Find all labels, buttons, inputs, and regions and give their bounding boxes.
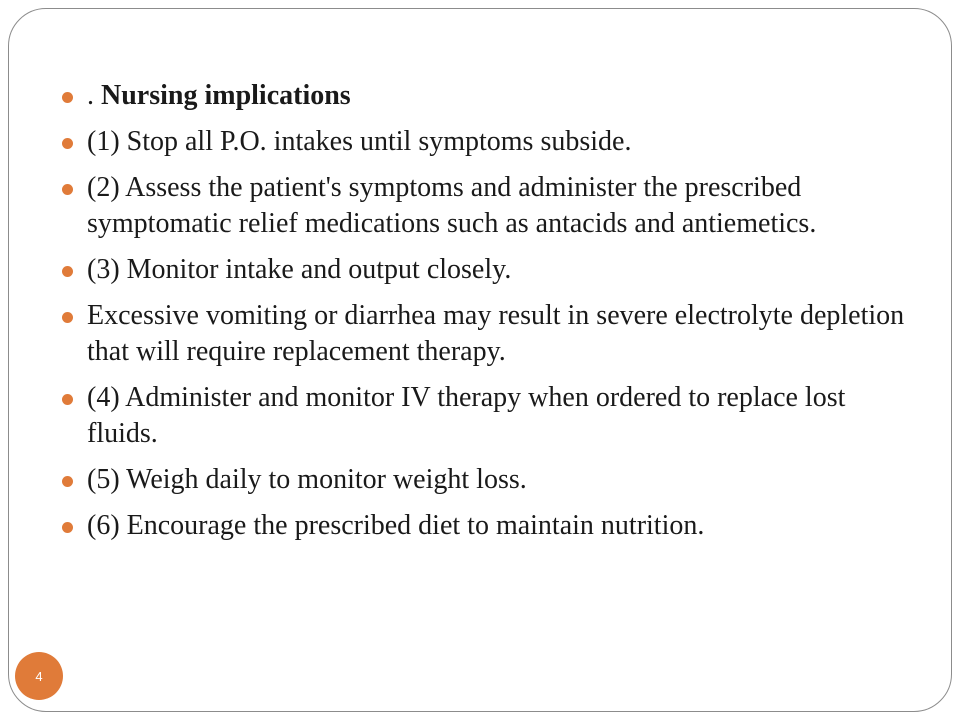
bullet-text: Excessive vomiting or diarrhea may result in severe electrolyte depletion that will require replacement therapy.	[87, 300, 905, 367]
bullet-prefix: .	[87, 80, 101, 111]
bullet-item	[62, 170, 922, 242]
bullet-dot-icon	[62, 522, 73, 533]
bullet-item	[62, 124, 922, 160]
bullet-text: (1) Stop all P.O. intakes until symptoms subside.	[87, 126, 632, 157]
bullet-item	[62, 380, 922, 452]
bullet-item	[62, 298, 922, 370]
bullet-item	[62, 78, 922, 114]
bullet-list	[62, 78, 922, 554]
page-number-badge	[15, 652, 63, 700]
bullet-dot-icon	[62, 312, 73, 323]
bullet-text: (3) Monitor intake and output closely.	[87, 254, 512, 285]
bullet-item	[62, 252, 922, 288]
section-heading: Nursing implications	[101, 80, 351, 111]
bullet-text: (2) Assess the patient's symptoms and administer the prescribed symptomatic relief medications such as antacids and antiemetics.	[87, 172, 817, 239]
page-number: 4	[35, 668, 43, 684]
bullet-text: (5) Weigh daily to monitor weight loss.	[87, 464, 527, 495]
bullet-item	[62, 462, 922, 498]
bullet-text: (4) Administer and monitor IV therapy when ordered to replace lost fluids.	[87, 382, 846, 449]
bullet-item	[62, 508, 922, 544]
bullet-dot-icon	[62, 184, 73, 195]
bullet-dot-icon	[62, 138, 73, 149]
bullet-dot-icon	[62, 476, 73, 487]
bullet-dot-icon	[62, 394, 73, 405]
bullet-dot-icon	[62, 92, 73, 103]
bullet-text: (6) Encourage the prescribed diet to maintain nutrition.	[87, 510, 705, 541]
bullet-dot-icon	[62, 266, 73, 277]
